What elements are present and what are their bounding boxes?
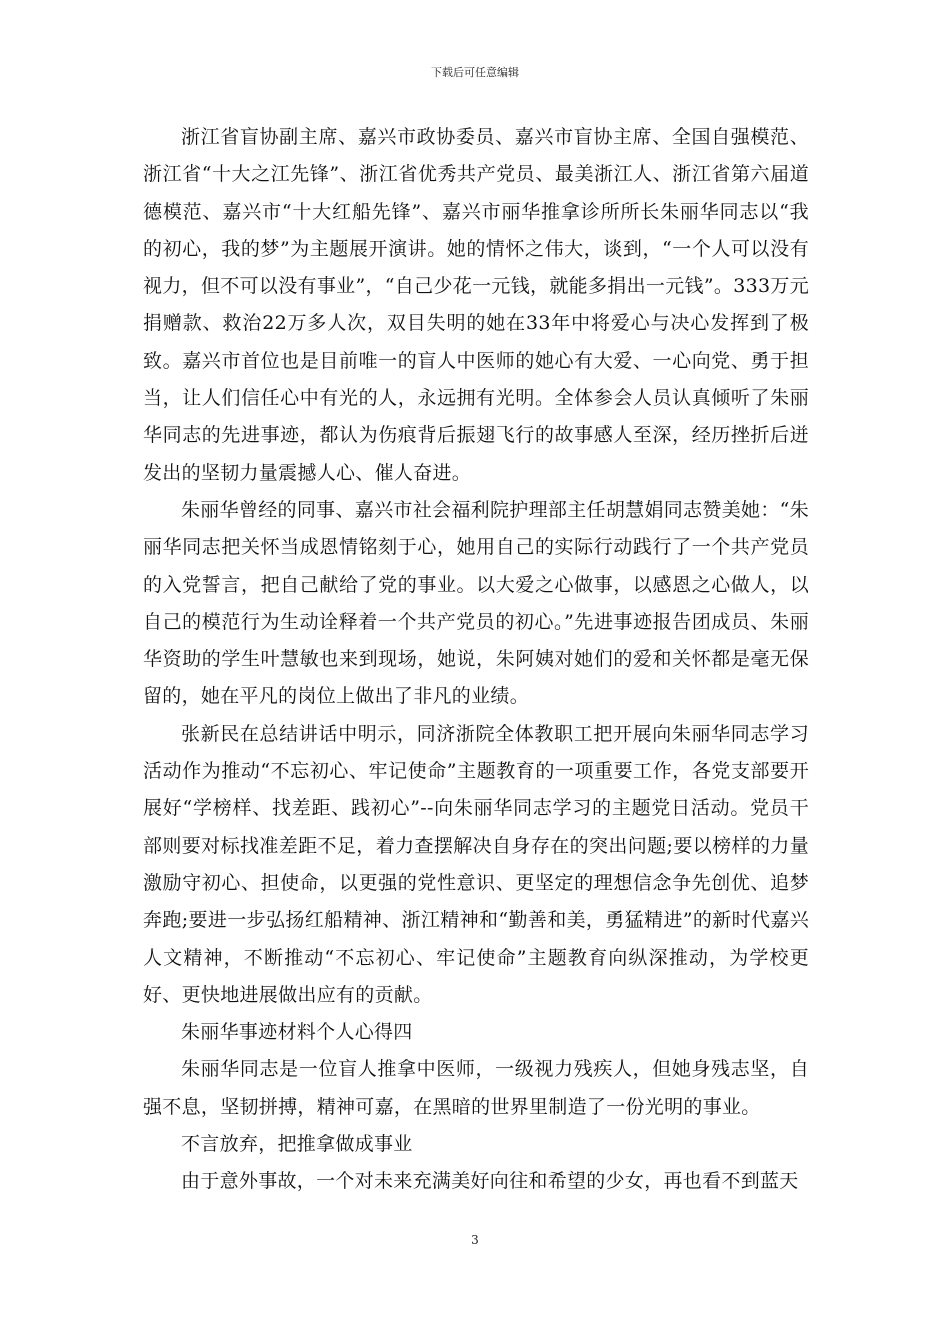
paragraph-colleague-praise: 朱丽华曾经的同事、嘉兴市社会福利院护理部主任胡慧娟同志赞美她：“朱丽华同志把关怀当成恩情铭刻于心，她用自己的实际行动践行了一个共产党员的入党誓言，把自己献给了党的事业。以大爱之心做事，以感恩之心做人，以自己的模范行为生动诠释着一个共产党员的初心。”先进事迹报告团成员、朱丽华资助的学生叶慧敏也来到现场，她说，朱阿姨对她们的爱和关怀都是毫无保留的，她在平凡的岗位上做出了非凡的业绩。 xyxy=(143,498,809,708)
paragraph-closing-remarks: 张新民在总结讲话中明示，同济浙院全体教职工把开展向朱丽华同志学习活动作为推动“不忘初心、牢记使命”主题教育的一项重要工作，各党支部要开展好“学榜样、找差距、践初心”--向朱丽华同志学习的主题党日活动。党员干部则要对标找准差距不足，着力查摆解决自身存在的突出问题;要以榜样的力量激励守初心、担使命，以更强的党性意识、更坚定的理想信念争先创优、追梦奔跑;要进一步弘扬红船精神、浙江精神和“勤善和美，勇猛精进”的新时代嘉兴人文精神，不断推动“不忘初心、牢记使命”主题教育向纵深推动，为学校更好、更快地进展做出应有的贡献。 xyxy=(143,722,809,1006)
document-body xyxy=(143,119,809,1201)
subheading-never-give-up: 不言放弃，把推拿做成事业 xyxy=(181,1133,413,1156)
page-header-note: 下载后可任意编辑 xyxy=(431,66,519,79)
section-heading-four: 朱丽华事迹材料个人心得四 xyxy=(181,1021,413,1044)
page-number: 3 xyxy=(471,1233,479,1247)
paragraph-accident: 由于意外事故，一个对未来充满美好向往和希望的少女，再也看不到蓝天 xyxy=(181,1170,799,1193)
paragraph-introduction: 朱丽华同志是一位盲人推拿中医师，一级视力残疾人，但她身残志坚，自强不息，坚韧拼搏，精神可嘉，在黑暗的世界里制造了一份光明的事业。 xyxy=(143,1058,809,1118)
paragraph-speech-summary: 浙江省盲协副主席、嘉兴市政协委员、嘉兴市盲协主席、全国自强模范、浙江省“十大之江先锋”、浙江省优秀共产党员、最美浙江人、浙江省第六届道德模范、嘉兴市“十大红船先锋”、嘉兴市丽华推拿诊所所长朱丽华同志以“我的初心，我的梦”为主题展开演讲。她的情怀之伟大，谈到，“一个人可以没有视力，但不可以没有事业”，“自己少花一元钱，就能多捐出一元钱”。333万元捐赠款、救治22万多人次，双目失明的她在33年中将爱心与决心发挥到了极致。嘉兴市首位也是目前唯一的盲人中医师的她心有大爱、一心向党、勇于担当，让人们信任心中有光的人，永远拥有光明。全体参会人员认真倾听了朱丽华同志的先进事迹，都认为伤痕背后振翅飞行的故事感人至深，经历挫折后迸发出的坚韧力量震撼人心、催人奋进。 xyxy=(143,126,809,484)
